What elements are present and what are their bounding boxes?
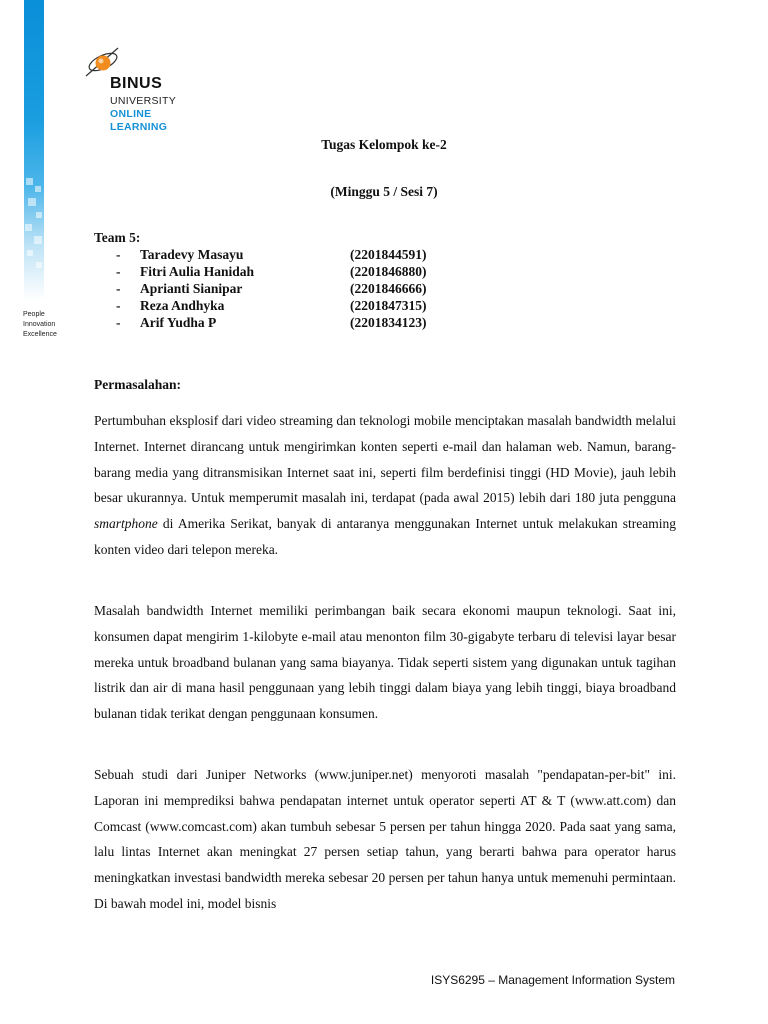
member-id: (2201844591) [350,247,427,262]
member-name: Fitri Aulia Hanidah [140,264,255,279]
member-name: Taradevy Masayu [140,247,244,262]
team-member-row [94,297,427,314]
member-id: (2201834123) [350,315,427,330]
section-heading: Permasalahan: [94,377,181,392]
logo-learning: LEARNING [110,121,168,133]
paragraph-3: Sebuah studi dari Juniper Networks (www.juniper.net) menyoroti masalah "pendapatan-per-bit" ini. Laporan ini memprediksi bahwa pendapatan internet untuk operator seperti AT & T (www.att.com) dan Comcast (www.comcast.com) akan tumbuh sebesar 5 persen per tahun hingga 2020. Pada saat yang sama, lalu lintas Internet akan meningkat 27 persen setiap tahun, yang berarti bahwa para operator harus meningkatkan investasi bandwidth mereka sebesar 20 persen per tahun hanya untuk memenuhi permintaan. Di bawah model ini, model bisnis [94,767,676,911]
logo-online: ONLINE [110,108,152,120]
member-id: (2201846880) [350,264,427,279]
member-name: Reza Andhyka [140,298,225,313]
list-dash: - [116,264,121,279]
list-dash: - [116,298,121,313]
team-member-row [94,314,427,331]
team-member-row [94,246,427,263]
paragraph-1-text: Pertumbuhan eksplosif dari video streaming dan teknologi mobile menciptakan masalah bandwidth melalui Internet. Internet dirancang untuk mengirimkan konten seperti e-mail dan halaman web. Namun, barang-barang media yang ditransmisikan Internet saat ini, seperti film berdefinisi tinggi (HD Movie), jauh lebih besar ukurannya. Untuk memperumit masalah ini, terdapat (pada awal 2015) lebih dari 180 juta pengguna [94,413,676,506]
tagline-line-3: Excellence [23,331,57,338]
paragraph-1 [94,408,676,563]
tagline-line-1: People [23,311,45,318]
page-footer: ISYS6295 – Management Information System [430,973,675,987]
team-section [94,229,427,331]
team-member-row [94,263,427,280]
logo-university: UNIVERSITY [110,95,177,107]
member-id: (2201846666) [350,281,427,296]
team-member-row [94,280,427,297]
tagline-line-2: Innovation [23,321,56,328]
member-name: Arif Yudha P [140,315,217,330]
logo-brand: BINUS [110,75,163,92]
binus-logo [80,42,200,137]
member-id: (2201847315) [350,298,427,313]
list-dash: - [116,247,121,262]
document-subtitle: (Minggu 5 / Sesi 7) [330,184,438,199]
paragraph-1-text-end: di Amerika Serikat, banyak di antaranya menggunakan Internet untuk melakukan streaming konten video dari telepon mereka. [94,516,676,557]
paragraph-2: Masalah bandwidth Internet memiliki perimbangan baik secara ekonomi maupun teknologi. Saat ini, konsumen dapat mengirim 1-kilobyte e-mail atau menonton film 30-gigabyte terbaru di televisi layar besar mereka untuk broadband bulanan yang sama biayanya. Tidak seperti sistem yang digunakan untuk tagihan listrik dan air di mana hasil penggunaan yang lebih tinggi dalam biaya yang lebih tinggi, biaya broadband bulanan tidak terikat dengan penggunaan konsumen. [94,603,676,722]
document-title: Tugas Kelompok ke-2 [321,137,447,152]
list-dash: - [116,315,121,330]
tagline [23,310,57,340]
list-dash: - [116,281,121,296]
member-name: Aprianti Sianipar [140,281,243,296]
paragraph-1-italic: smartphone [94,516,158,532]
team-label: Team 5: [94,230,141,245]
